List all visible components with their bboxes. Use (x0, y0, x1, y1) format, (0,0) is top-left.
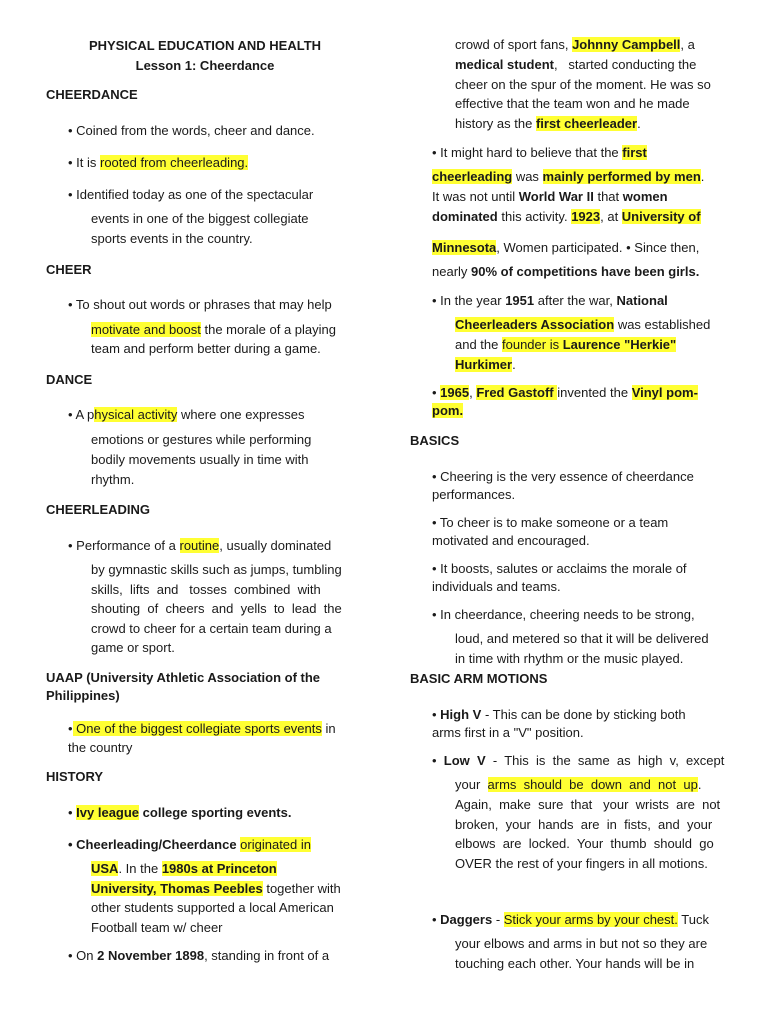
highlight: founder is (502, 337, 563, 352)
text-line: effective that the team won and he made (455, 96, 690, 111)
bullet-boosts: • It boosts, salutes or acclaims the morale of (432, 561, 687, 576)
bullet-rooted: • It is rooted from cheerleading. (68, 155, 249, 170)
highlight: Fred Gastoff (476, 385, 558, 400)
text-line: arms first in a "V" position. (432, 725, 584, 740)
highlight: cheerleading (432, 169, 513, 184)
highlight: Ivy league (76, 805, 140, 820)
text-line: bodily movements usually in time with (91, 452, 309, 467)
text-line: broken, your hands are in fists, and your (455, 817, 713, 832)
text-line: University, Thomas Peebles together with (91, 881, 341, 896)
highlight: 1980s at Princeton (161, 861, 277, 876)
highlight: University, Thomas Peebles (91, 881, 263, 896)
text-line: your arms should be down and not up. (455, 777, 702, 792)
text-line: Cheerleaders Association was established (455, 317, 711, 332)
text-line: other students supported a local American (91, 900, 334, 915)
text-line: history as the first cheerleader. (455, 116, 641, 131)
highlight: hysical activity (94, 407, 178, 422)
text-line: dominated this activity. 1923, at University of (432, 209, 701, 224)
text-line: It was not until World War II that women (432, 189, 668, 204)
highlight: Minnesota (432, 240, 497, 255)
highlight: One of the biggest collegiate sports events (72, 721, 322, 736)
highlight: originated in (240, 837, 311, 852)
text-line: shouting of cheers and yells to lead the (91, 601, 342, 616)
heading-basic-arm-motions: BASIC ARM MOTIONS (410, 671, 548, 686)
text-line: Again, make sure that your wrists are not (455, 797, 721, 812)
bullet-1965: • 1965, Fred Gastoff invented the Vinyl pom- (432, 385, 698, 400)
heading-dance: DANCE (46, 372, 93, 387)
text-line: game or sport. (91, 640, 175, 655)
text-line: crowd to cheer for a certain team during a (91, 621, 332, 636)
lesson-title: Lesson 1: Cheerdance (135, 58, 275, 73)
heading-history: HISTORY (46, 769, 104, 784)
bullet-identified: • Identified today as one of the spectacular (68, 187, 314, 202)
bullet-performance: • Performance of a routine, usually dominated (68, 538, 332, 553)
bullet-coined: • Coined from the words, cheer and dance. (68, 123, 315, 138)
text-line: by gymnastic skills such as jumps, tumbling (91, 562, 342, 577)
text-line: Minnesota, Women participated. • Since then, (432, 240, 700, 255)
text-line: cheerleading was mainly performed by men. (432, 169, 705, 184)
highlight: first (622, 145, 647, 160)
highlight: University of (621, 209, 701, 224)
text-line: medical student, started conducting the (455, 57, 697, 72)
highlight: Cheerleaders Association (455, 317, 615, 332)
text-line: individuals and teams. (432, 579, 561, 594)
bullet-motivated: • To cheer is to make someone or a team (432, 515, 669, 530)
text-line: motivate and boost the morale of a playing (91, 322, 336, 337)
text-line: emotions or gestures while performing (91, 432, 312, 447)
text-line: USA. In the 1980s at Princeton (91, 861, 277, 876)
text-line: and the founder is Laurence "Herkie" (455, 337, 677, 352)
highlight: routine (179, 538, 220, 553)
highlight: 1965 (440, 385, 470, 400)
heading-cheerleading: CHEERLEADING (46, 502, 151, 517)
text-line: events in one of the biggest collegiate (91, 211, 309, 226)
text-line (410, 401, 728, 421)
text-line: sports events in the country. (91, 231, 253, 246)
bullet-essence: • Cheering is the very essence of cheerdance (432, 469, 694, 484)
text-line: performances. (432, 487, 516, 502)
bullet-physical: • A physical activity where one expresses (68, 407, 305, 422)
bullet-ivy: • Ivy league college sporting events. (68, 805, 292, 820)
text-line: the country (68, 740, 133, 755)
highlight: Johnny Campbell (572, 37, 681, 52)
highlight: 1923 (571, 209, 601, 224)
bullet-strong: • In cheerdance, cheering needs to be strong, (432, 607, 695, 622)
text-line: OVER the rest of your fingers in all motions. (455, 856, 708, 871)
text-line: elbows are locked. Your thumb should go (455, 836, 714, 851)
bullet-uaap: • One of the biggest collegiate sports events in (68, 721, 336, 736)
bullet-high-v: • High V - This can be done by sticking both (432, 707, 686, 722)
highlight: first cheerleader (535, 116, 638, 131)
text-line: loud, and metered so that it will be delivered (455, 631, 709, 646)
text-line: touching each other. Your hands will be in (455, 956, 695, 971)
bullet-origin: • Cheerleading/Cheerdance originated in (68, 837, 311, 852)
heading-cheer: CHEER (46, 262, 92, 277)
highlight: Laurence "Herkie" (562, 337, 677, 352)
highlight: USA (91, 861, 119, 876)
heading-cheerdance: CHEERDANCE (46, 87, 138, 102)
bullet-first-cheerleading: • It might hard to believe that the first (432, 145, 647, 160)
heading-uaap: UAAP (University Athletic Association of the Philippines) (46, 670, 321, 703)
bullet-1951: • In the year 1951 after the war, National (432, 293, 668, 308)
highlight: Hurkimer (455, 357, 513, 372)
heading-basics: BASICS (410, 433, 460, 448)
highlight: mainly performed by men (542, 169, 701, 184)
bullet-shout: • To shout out words or phrases that may help (68, 297, 332, 312)
text-line: crowd of sport fans, Johnny Campbell, a (455, 37, 695, 52)
text-line: Football team w/ cheer (91, 920, 223, 935)
highlight: motivate and boost (91, 322, 201, 337)
text-line: team and perform better during a game. (91, 341, 321, 356)
highlight: Vinyl pom- (631, 385, 698, 400)
bullet-daggers: • Daggers - Stick your arms by your chest. Tuck (432, 912, 709, 927)
bullet-low-v: • Low V - This is the same as high v, except (432, 753, 725, 768)
bullet-november: • On 2 November 1898, standing in front of a (68, 948, 330, 963)
text-line: skills, lifts and tosses combined with (91, 582, 321, 597)
text-line: nearly 90% of competitions have been girls. (432, 264, 700, 279)
highlight: rooted from cheerleading. (100, 155, 249, 170)
text-line: Hurkimer. (455, 357, 516, 372)
highlight: arms should be down and not up (487, 777, 698, 792)
text-line: rhythm. (91, 472, 135, 487)
document-title: PHYSICAL EDUCATION AND HEALTH (88, 38, 322, 53)
text-line: motivated and encouraged. (432, 533, 590, 548)
highlight: pom. (432, 403, 464, 418)
text-line: your elbows and arms in but not so they are (455, 936, 708, 951)
text-line: cheer on the spur of the moment. He was so (455, 77, 711, 92)
highlight: Stick your arms by your chest. (503, 912, 678, 927)
text-line: in time with rhythm or the music played. (455, 651, 684, 666)
